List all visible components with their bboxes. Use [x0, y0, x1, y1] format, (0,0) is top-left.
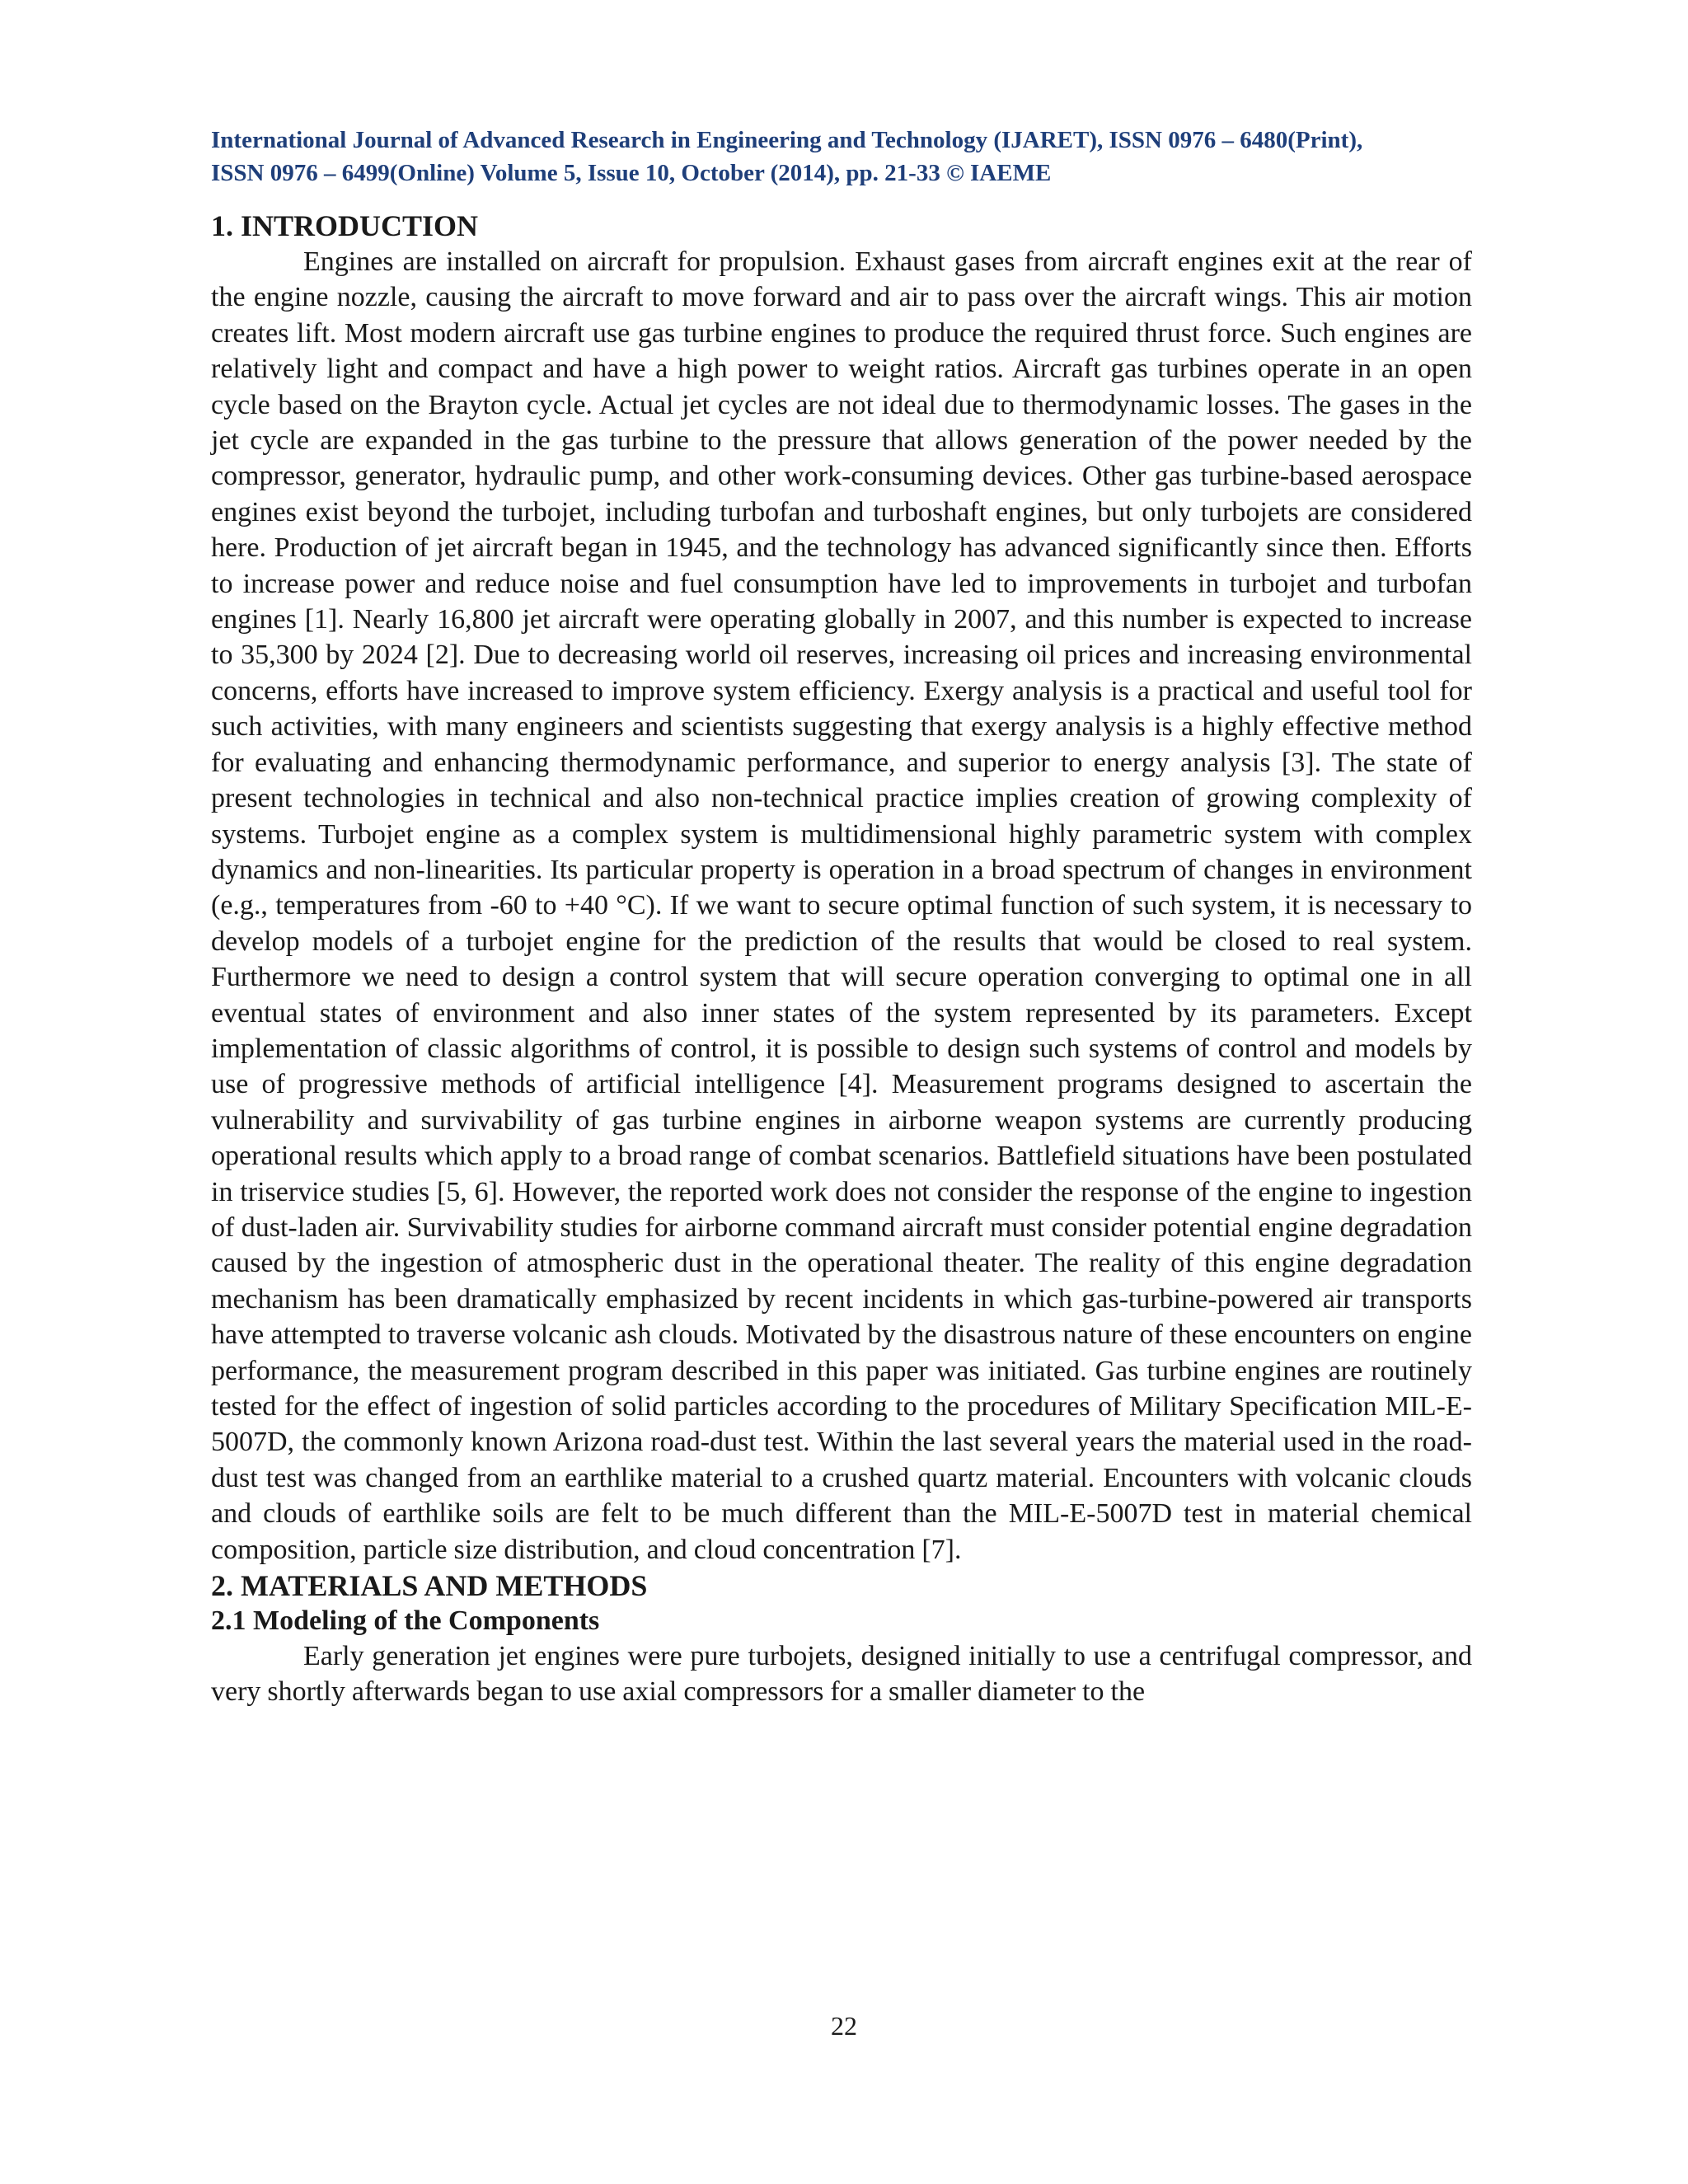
modeling-components-subheading: 2.1 Modeling of the Components	[211, 1605, 600, 1637]
paper-page	[211, 124, 1472, 1710]
journal-header-line-2: ISSN 0976 – 6499(Online) Volume 5, Issue 10, October (2014), pp. 21-33 © IAEME	[211, 160, 1052, 186]
journal-header	[211, 124, 1472, 190]
introduction-heading: 1. INTRODUCTION	[211, 209, 479, 242]
introduction-paragraph: Engines are installed on aircraft for propulsion. Exhaust gases from aircraft engines exit at the rear of the engine nozzle, causing the aircraft to move forward and air to pass over the aircraft wings. This air motion creates lift. Most modern aircraft use gas turbine engines to produce the required thrust force. Such engines are relatively light and compact and have a high power to weight ratios. Aircraft gas turbines operate in an open cycle based on the Brayton cycle. Actual jet cycles are not ideal due to thermodynamic losses. The gases in the jet cycle are expanded in the gas turbine to the pressure that allows generation of the power needed by the compressor, generator, hydraulic pump, and other work-consuming devices. Other gas turbine-based aerospace engines exist beyond the turbojet, including turbofan and turboshaft engines, but only turbojets are considered here. Production of jet aircraft began in 1945, and the technology has advanced significantly since then. Efforts to increase power and reduce noise and fuel consumption have led to improvements in turbojet and turbofan engines [1]. Nearly 16,800 jet aircraft were operating globally in 2007, and this number is expected to increase to 35,300 by 2024 [2]. Due to decreasing world oil reserves, increasing oil prices and increasing environmental concerns, efforts have increased to improve system efficiency. Exergy analysis is a practical and useful tool for such activities, with many engineers and scientists suggesting that exergy analysis is a highly effective method for evaluating and enhancing thermodynamic performance, and superior to energy analysis [3]. The state of present technologies in technical and also non-technical practice implies creation of growing complexity of systems. Turbojet engine as a complex system is multidimensional highly parametric system with complex dynamics and non-linearities. Its particular property is operation in a broad spectrum of changes in environment (e.g., temperatures from -60 to +40 °C). If we want to secure optimal function of such system, it is necessary to develop models of a turbojet engine for the prediction of the results that would be closed to real system. Furthermore we need to design a control system that will secure operation converging to optimal one in all eventual states of environment and also inner states of the system represented by its parameters. Except implementation of classic algorithms of control, it is possible to design such systems of control and models by use of progressive methods of artificial intelligence [4]. Measurement programs designed to ascertain the vulnerability and survivability of gas turbine engines in airborne weapon systems are currently producing operational results which apply to a broad range of combat scenarios. Battlefield situations have been postulated in triservice studies [5, 6]. However, the reported work does not consider the response of the engine to ingestion of dust-laden air. Survivability studies for airborne command aircraft must consider potential engine degradation caused by the ingestion of atmospheric dust in the operational theater. The reality of this engine degradation mechanism has been dramatically emphasized by recent incidents in which gas-turbine-powered air transports have attempted to traverse volcanic ash clouds. Motivated by the disastrous nature of these encounters on engine performance, the measurement program described in this paper was initiated. Gas turbine engines are routinely tested for the effect of ingestion of solid particles according to the procedures of Military Specification MIL-E-5007D, the commonly known Arizona road-dust test. Within the last several years the material used in the road-dust test was changed from an earthlike material to a crushed quartz material. Encounters with volcanic clouds and clouds of earthlike soils are felt to be much different than the MIL-E-5007D test in material chemical composition, particle size distribution, and cloud concentration [7].	[211, 246, 1472, 1565]
page-number: 22	[831, 2011, 857, 2041]
materials-methods-heading: 2. MATERIALS AND METHODS	[211, 1569, 648, 1603]
modeling-components-paragraph: Early generation jet engines were pure turbojets, designed initially to use a centrifugal compressor, and very shortly afterwards began to use axial compressors for a smaller diameter to the	[211, 1641, 1472, 1708]
journal-header-line-1: International Journal of Advanced Research in Engineering and Technology (IJARET), ISSN 0976 – 6480(Print),	[211, 127, 1363, 153]
